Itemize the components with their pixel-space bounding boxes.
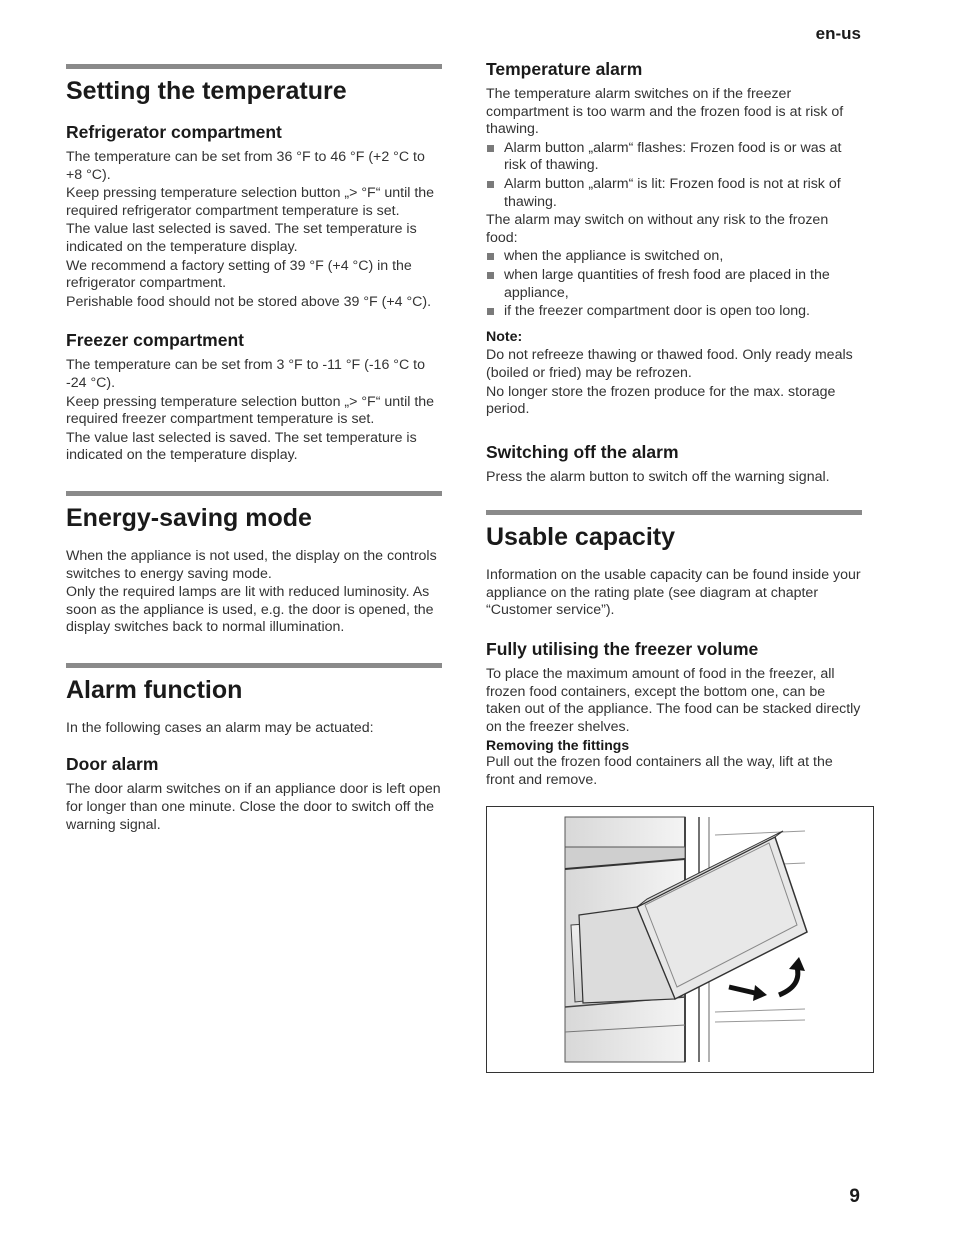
paragraph: The temperature can be set from 3 °F to -11 °F (-16 °C to -24 °C).: [66, 357, 425, 391]
paragraph: The value last selected is saved. The set temperature is indicated on the temperature display.: [66, 429, 417, 464]
subsection-freezer: [66, 329, 442, 465]
subsection-heading: Temperature alarm: [486, 59, 643, 79]
list-item: Alarm button „alarm“ is lit: Frozen food is not at risk of thawing.: [486, 176, 862, 211]
paragraph: Perishable food should not be stored above 39 °F (+4 °C).: [66, 293, 432, 310]
section-rule: [66, 64, 442, 69]
subsection-heading: Fully utilising the freezer volume: [486, 639, 759, 660]
page-number: 9: [849, 1186, 860, 1207]
section-energy-saving: [66, 491, 442, 637]
section-title: Setting the temperature: [66, 77, 347, 105]
list-item: when the appliance is switched on,: [486, 248, 862, 266]
left-column: [66, 64, 442, 856]
section-rule: [486, 510, 862, 515]
subsection-temperature-alarm: [486, 58, 862, 419]
subsection-heading: Switching off the alarm: [486, 441, 679, 462]
freezer-drawer-illustration: [486, 806, 874, 1073]
subsection-switching-off: [486, 441, 862, 487]
paragraph: The door alarm switches on if an appliance door is left open for longer than one minute. Close the door to switch off the warning signal.: [66, 781, 441, 833]
bullet-list: [486, 140, 862, 211]
paragraph: Keep pressing temperature selection button „> °F“ until the required freezer compartment temperature is set.: [66, 393, 435, 428]
note-title: Note:: [486, 328, 523, 345]
subsection-heading: Freezer compartment: [66, 330, 244, 351]
note-text: No longer store the frozen produce for the max. storage period.: [486, 383, 836, 418]
section-alarm-function: [66, 663, 442, 834]
subsection-heading: Door alarm: [66, 754, 159, 775]
paragraph: The temperature can be set from 36 °F to 46 °F (+2 °C to +8 °C).: [66, 149, 425, 183]
paragraph: In the following cases an alarm may be actuated:: [66, 719, 374, 736]
section-usable-capacity: [486, 510, 862, 1072]
paragraph: To place the maximum amount of food in the freezer, all frozen food containers, except the bottom one, can be taken out of the appliance. The food can be stacked directly on the freezer shelves.: [486, 666, 861, 735]
list-item: if the freezer compartment door is open too long.: [486, 303, 862, 321]
bullet-list: [486, 248, 862, 320]
section-title: Usable capacity: [486, 523, 675, 552]
paragraph: Keep pressing temperature selection button „> °F“ until the required refrigerator compartment temperature is set.: [66, 185, 435, 219]
right-column: [486, 58, 862, 1073]
section-setting-temperature: [66, 64, 442, 465]
section-title: Energy-saving mode: [66, 503, 312, 532]
section-rule: [66, 491, 442, 496]
bullet-square-icon: [487, 145, 494, 152]
bullet-square-icon: [487, 181, 494, 188]
bullet-square-icon: [487, 308, 494, 315]
list-item: when large quantities of fresh food are placed in the appliance,: [486, 267, 862, 302]
paragraph: Information on the usable capacity can be found inside your appliance on the rating plate (see diagram at chapter “Customer service”).: [486, 567, 861, 619]
paragraph: We recommend a factory setting of 39 °F (+4 °C) in the refrigerator compartment.: [66, 257, 412, 292]
paragraph: The value last selected is saved. The set temperature is indicated on the temperature display.: [66, 221, 417, 255]
bullet-square-icon: [487, 272, 494, 279]
paragraph: When the appliance is not used, the display on the controls switches to energy saving mode.: [66, 547, 437, 582]
section-rule: [66, 663, 442, 668]
subsection-heading: Refrigerator compartment: [66, 122, 282, 142]
paragraph: Press the alarm button to switch off the warning signal.: [486, 468, 830, 485]
subsection-refrigerator: [66, 121, 442, 311]
bullet-square-icon: [487, 253, 494, 260]
paragraph: Pull out the frozen food containers all the way, lift at the front and remove.: [486, 754, 833, 789]
paragraph: The temperature alarm switches on if the freezer compartment is too warm and the frozen food is at risk of thawing.: [486, 86, 844, 138]
note-text: Do not refreeze thawing or thawed food. Only ready meals (boiled or fried) may be refrozen.: [486, 347, 853, 381]
section-title: Alarm function: [66, 675, 243, 704]
drawer-removal-drawing: [487, 807, 873, 1072]
paragraph: Only the required lamps are lit with reduced luminosity. As soon as the appliance is used, e.g. the door is opened, the display switches back to normal illumination.: [66, 584, 434, 636]
removing-fittings-heading: Removing the fittings: [486, 737, 630, 754]
language-code: en-us: [815, 24, 861, 43]
list-item: Alarm button „alarm“ flashes: Frozen food is or was at risk of thawing.: [486, 140, 862, 175]
paragraph: The alarm may switch on without any risk to the frozen food:: [486, 212, 829, 246]
